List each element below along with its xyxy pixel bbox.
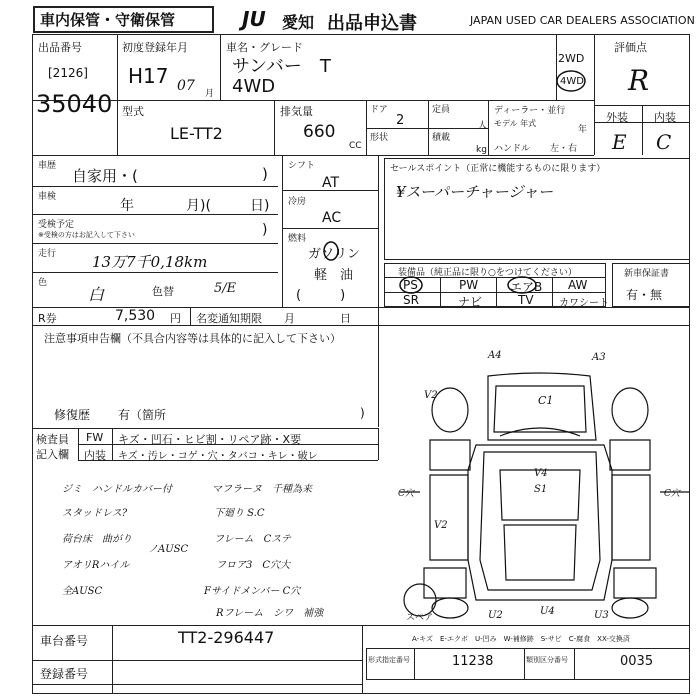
class-code-value: 0035 — [620, 654, 654, 669]
repair-close: ) — [360, 406, 365, 420]
ext-label: 外装 — [606, 111, 628, 124]
notice-label: 名変通知期限 — [196, 312, 262, 325]
coupon-amount: 7,530 — [115, 308, 156, 324]
storage-label: 車内保管・守衛保管 — [40, 11, 176, 29]
type-code-value: 11238 — [452, 654, 494, 669]
dealer-label: ディーラー・並行 — [494, 106, 566, 116]
mark-u4: U4 — [540, 606, 555, 617]
use-label: 車歴 — [38, 161, 57, 171]
inspection-day: 日) — [250, 198, 270, 214]
fuel-gas: ガソリン — [308, 247, 361, 262]
reg-label: 初度登録年月 — [122, 41, 188, 54]
shape-label: 形状 — [370, 133, 389, 143]
reg-year: H17 — [128, 64, 169, 88]
mark-v2-bottom: V2 — [434, 520, 448, 531]
remark-5: ノAUSC — [148, 544, 189, 555]
repair-value: 有（箇所 — [118, 408, 167, 422]
mark-c1: C1 — [538, 394, 554, 407]
equip-airbag: エアB — [510, 280, 543, 294]
equip-sr: SR — [403, 293, 419, 307]
int-label: 内装 — [654, 111, 676, 124]
brand-logo: JU — [242, 7, 266, 31]
sales-label: セールスポイント（正常に機能するものに限ります） — [390, 164, 606, 174]
fuel-light: 軽 油 — [314, 268, 354, 283]
receipt-label: 受検予定 — [38, 220, 75, 230]
coupon-unit: 円 — [170, 312, 181, 325]
remark-8: フロア3 C穴大 — [216, 560, 291, 571]
notice-month: 月 — [284, 312, 295, 325]
mileage-label: 走行 — [38, 249, 57, 259]
remark-10: Fサイドメンバー C穴 — [204, 586, 301, 597]
warranty-label: 新車保証書 — [624, 269, 670, 279]
association-name: JAPAN USED CAR DEALERS ASSOCIATION — [470, 14, 695, 27]
mark-a4: A4 — [488, 350, 502, 361]
cc-label: 排気量 — [280, 105, 313, 118]
grade-value: R — [628, 64, 650, 97]
drive-2wd: 2WD — [558, 52, 585, 65]
color-change-label: 色替 — [152, 285, 174, 298]
model-grade: 4WD — [232, 76, 276, 97]
remark-6: フレーム Cステ — [214, 534, 292, 545]
equip-ps: PS — [403, 278, 418, 292]
mileage-value: 13万7千0,18km — [92, 253, 208, 271]
exterior-line: キズ・凹石・ヒビ割・リペア跡・X要 — [118, 433, 302, 446]
interior-key: 内装 — [84, 449, 106, 462]
handle-value: 左・右 — [550, 144, 578, 154]
receipt-note: ※受検の方はお記入して下さい — [38, 231, 135, 239]
mark-u3: U3 — [594, 610, 609, 621]
load-label: 積載 — [432, 133, 451, 143]
equip-aw: AW — [568, 278, 588, 292]
mark-c-hole-right: C穴 — [664, 489, 680, 499]
reg-month: 07 — [177, 78, 195, 94]
receipt-close: ) — [262, 222, 268, 238]
capacity-unit: 人 — [478, 121, 488, 131]
handle-label: ハンドル — [494, 144, 531, 154]
cc-value: 660 — [303, 122, 336, 142]
mark-s1: S1 — [534, 484, 548, 495]
warranty-value: 有・無 — [626, 288, 663, 302]
equipment-label: 装備品（純正品に限り○をつけてください） — [398, 268, 577, 278]
repair-label: 修復歴 — [54, 408, 91, 422]
remark-9: 全AUSC — [62, 586, 103, 597]
lot-small: [2126] — [48, 66, 88, 80]
inspector-label-1: 検査員 — [36, 433, 69, 446]
equip-tv: TV — [518, 293, 534, 307]
lot-number: 35040 — [36, 90, 113, 118]
color-value: 白 — [88, 285, 105, 304]
model-label: 車名・グレード — [226, 41, 303, 54]
inspection-year: 年 — [120, 198, 134, 214]
shift-label: シフト — [288, 161, 316, 171]
chassis-value: TT2-296447 — [178, 628, 275, 647]
color-code: 5/E — [214, 281, 237, 296]
shift-value: AT — [322, 175, 340, 191]
model-year-label: モデル 年式 — [494, 119, 537, 128]
inspection-label: 車検 — [38, 192, 57, 202]
fuel-paren: ( ) — [296, 288, 346, 303]
equip-pw: PW — [459, 278, 479, 292]
doors-label: ドア — [370, 105, 388, 115]
remark-4: 荷台床 曲がり — [62, 534, 132, 545]
notice-day: 日 — [340, 312, 351, 325]
coupon-label: R券 — [38, 312, 57, 325]
reg-month-unit: 月 — [205, 89, 215, 99]
class-code-label: 類別区分番号 — [526, 656, 568, 664]
remark-11: Rフレーム シワ 補強 — [216, 608, 324, 619]
ext-value: E — [612, 130, 627, 154]
model-name: サンバー T — [232, 56, 331, 77]
type-value: LE-TT2 — [170, 124, 223, 143]
ac-value: AC — [322, 210, 342, 226]
reg-num-label: 登録番号 — [40, 667, 89, 681]
remark-3: 下廻り S.C — [214, 508, 265, 519]
use-close: ) — [262, 165, 268, 183]
notes-label: 注意事項申告欄（不具合内容等は具体的に記入して下さい） — [44, 332, 341, 345]
grade-label: 評価点 — [614, 41, 647, 54]
form-title: 出品申込書 — [327, 13, 417, 34]
mark-u2: U2 — [488, 610, 503, 621]
mark-v4: V4 — [534, 468, 548, 479]
use-value: 自家用・( — [72, 167, 138, 185]
exterior-key: FW — [86, 431, 104, 444]
inspector-label-2: 記入欄 — [36, 448, 69, 461]
ac-label: 冷房 — [288, 197, 307, 207]
spare-label: スペア — [406, 613, 434, 623]
color-label: 色 — [38, 278, 48, 288]
chassis-label: 車台番号 — [40, 634, 89, 648]
remark-1: マフラーヌ 千種為来 — [212, 484, 312, 495]
diagram-legend: A-キズ E-エクボ U-凹み W-補修跡 S-サビ C-腐食 XX-交換済 — [412, 635, 630, 643]
type-label: 型式 — [122, 105, 144, 118]
drive-4wd: 4WD — [560, 76, 584, 87]
mark-v2-top: V2 — [424, 390, 438, 401]
lot-label: 出品番号 — [38, 41, 82, 54]
int-value: C — [656, 130, 672, 154]
sales-note: ¥スーパーチャージャー — [396, 183, 553, 201]
remark-2: スタッドレス? — [62, 508, 128, 519]
interior-line: キズ・汚レ・コゲ・穴・タバコ・キレ・破レ — [118, 451, 318, 462]
mark-a3: A3 — [592, 352, 606, 363]
doors-value: 2 — [396, 113, 405, 128]
load-unit: kg — [476, 145, 487, 155]
remark-7: アオリRハイル — [62, 560, 130, 571]
type-code-label: 形式指定番号 — [368, 656, 410, 664]
fuel-label: 燃料 — [288, 234, 307, 244]
equip-navi: ナビ — [458, 295, 483, 309]
mark-c-hole-left: C穴 — [398, 489, 414, 499]
equip-seat: カワシート — [559, 298, 609, 309]
brand-name: 愛知 — [282, 13, 315, 32]
inspection-month: 月)( — [186, 198, 211, 214]
cc-unit: CC — [349, 141, 362, 151]
remark-0: ジミ ハンドルカバー付 — [62, 484, 172, 495]
capacity-label: 定員 — [432, 105, 451, 115]
model-year-unit: 年 — [578, 125, 588, 135]
